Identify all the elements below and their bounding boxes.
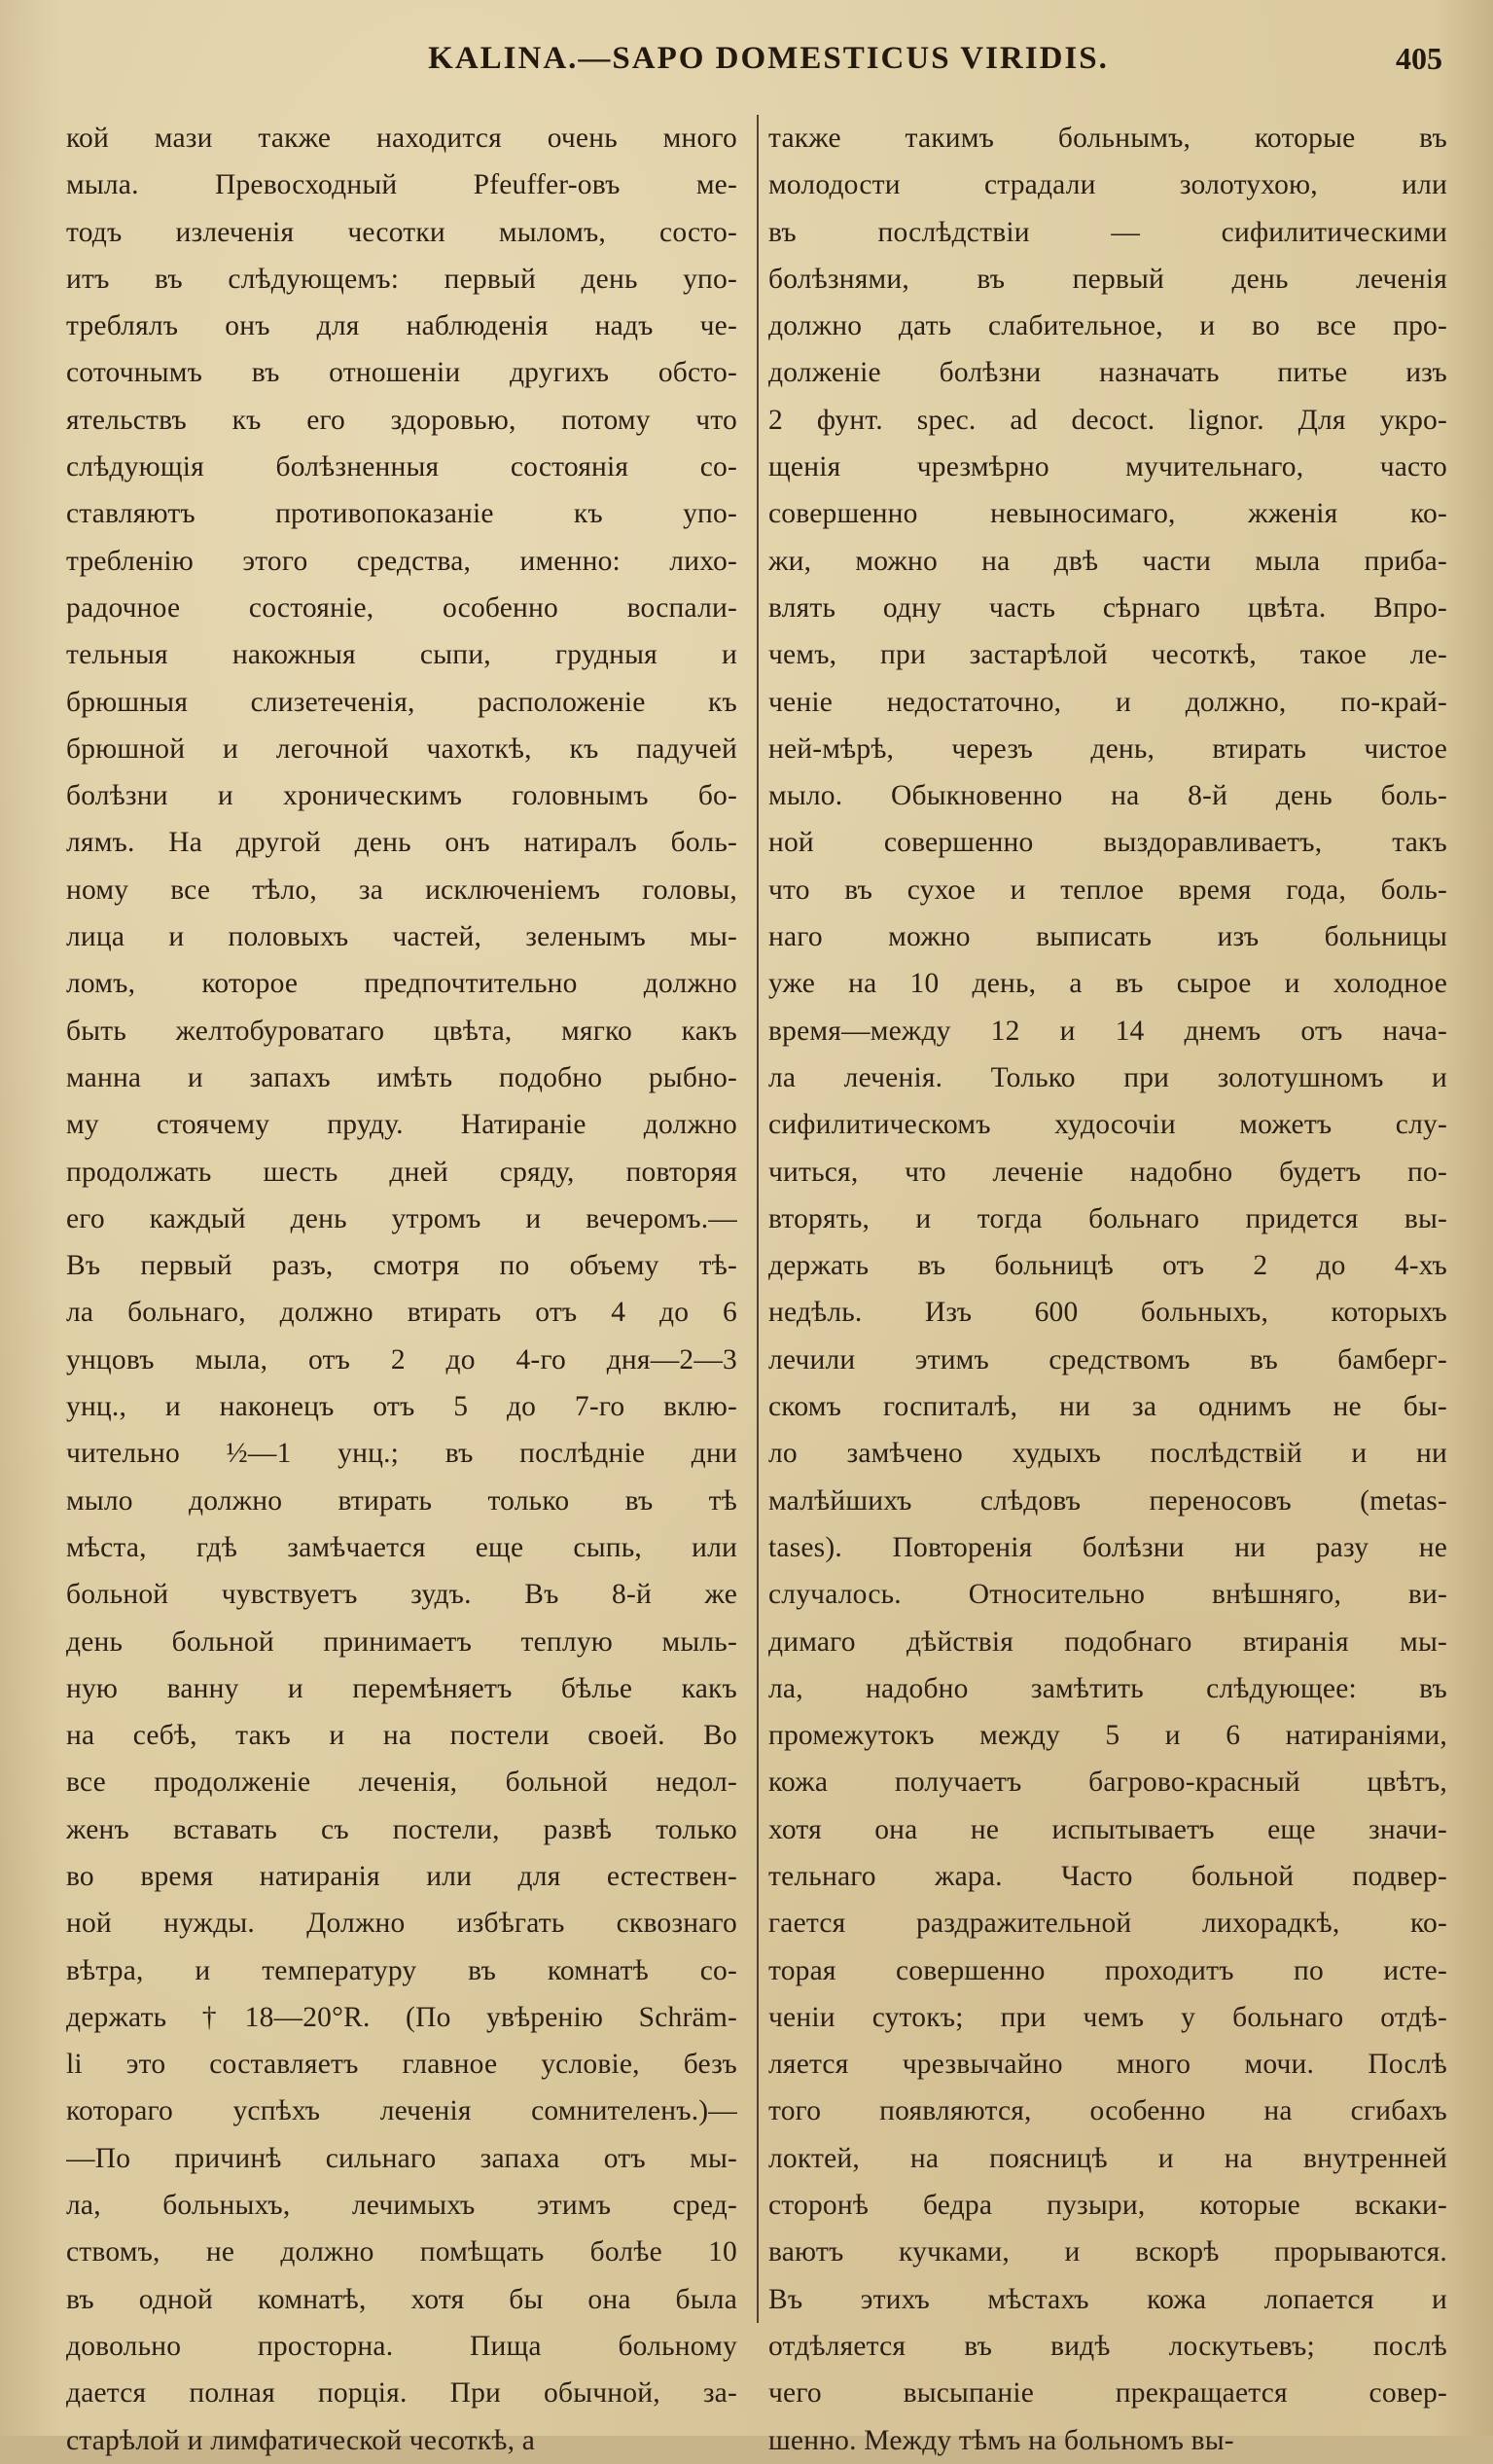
text-line: чего высыпаніе прекращается совер- [768,2377,1447,2410]
text-line: мыло должно втирать только въ тѣ [66,1484,737,1517]
text-line: tases). Повторенія болѣзни ни разу не [768,1531,1447,1563]
text-column-right [768,115,1447,2464]
column-divider [757,115,759,2323]
text-line: ляется чрезвычайно много мочи. Послѣ [768,2049,1447,2081]
text-line: чемъ, при застарѣлой чесоткѣ, такое ле- [768,639,1447,671]
text-line: торая совершенно проходитъ по исте- [768,1954,1447,1986]
text-line: ставляютъ противопоказаніе къ упо- [66,498,737,530]
text-line: ней-мѣрѣ, черезъ день, втирать чистое [768,732,1447,765]
text-line: день больной принимаетъ теплую мыль- [66,1625,737,1658]
text-line: мѣста, гдѣ замѣчается еще сыпь, или [66,1531,737,1563]
text-line: совершенно невыносимаго, жженія ко- [768,498,1447,530]
text-line: ломъ, которое предпочтительно должно [66,968,737,1000]
text-line: что въ сухое и теплое время года, боль- [768,874,1447,906]
text-line: шенно. Между тѣмъ на больномъ вы- [768,2424,1234,2456]
text-line: во время натиранія или для естествен- [66,1860,737,1892]
text-line: ной совершенно выздоравливаетъ, такъ [768,827,1447,859]
text-line: малѣйшихъ слѣдовъ переносовъ (metas- [768,1484,1447,1517]
text-line: му стоячему пруду. Натираніе должно [66,1109,737,1141]
text-line: держать въ больницѣ отъ 2 до 4-хъ [768,1250,1447,1282]
text-line: сифилитическомъ худосочіи можетъ слу- [768,1109,1447,1141]
text-line: довольно просторна. Пища больному [66,2330,737,2362]
text-line: ствомъ, не должно помѣщать болѣе 10 [66,2236,737,2268]
text-line: дается полная порція. При обычной, за- [66,2377,737,2410]
text-line: щенія чрезмѣрно мучительнаго, часто [768,451,1447,483]
text-line: ятельствъ къ его здоровью, потому что [66,404,737,436]
text-line: итъ въ слѣдующемъ: первый день упо- [66,263,737,295]
text-line: сторонѣ бедра пузыри, которые вскаки- [768,2190,1447,2222]
text-line: тельнаго жара. Часто больной подвер- [768,1860,1447,1892]
text-line: влять одну часть сѣрнаго цвѣта. Впро- [768,591,1447,624]
text-line: уже на 10 день, а въ сырое и холодное [768,968,1447,1000]
text-line: отдѣляется въ видѣ лоскутьевъ; послѣ [768,2330,1447,2362]
text-line: время—между 12 и 14 днемъ отъ нача- [768,1015,1447,1047]
text-line: брюшной и легочной чахоткѣ, къ падучей [66,732,737,765]
text-column-left [66,115,737,2464]
text-line: манна и запахъ имѣть подобно рыбно- [66,1061,737,1093]
text-line: —По причинѣ сильнаго запаха отъ мы- [66,2142,737,2174]
text-line: мыла. Превосходный Pfeuffer-овъ ме- [66,169,737,201]
text-line: молодости страдали золотухою, или [768,169,1447,201]
text-line: мыло. Обыкновенно на 8-й день боль- [768,780,1447,812]
text-line: недѣль. Изъ 600 больныхъ, которыхъ [768,1297,1447,1329]
text-line: унц., и наконецъ отъ 5 до 7-го вклю- [66,1391,737,1423]
text-line: лица и половыхъ частей, зеленымъ мы- [66,921,737,953]
text-line: все продолженіе леченія, больной недол- [66,1767,737,1799]
page-number: 405 [1396,41,1442,76]
text-line: въ одной комнатѣ, хотя бы она была [66,2283,737,2315]
text-line: ла, больныхъ, лечимыхъ этимъ сред- [66,2190,737,2222]
text-line: ла леченія. Только при золотушномъ и [768,1061,1447,1093]
text-line: кой мази также находится очень много [66,123,737,154]
text-line: ному все тѣло, за исключеніемъ головы, [66,874,737,906]
text-line: кожа получаетъ багрово-красный цвѣтъ, [768,1767,1447,1799]
text-line: его каждый день утромъ и вечеромъ.— [66,1202,737,1234]
text-line: женъ вставать съ постели, развѣ только [66,1813,737,1845]
text-line: ченіе недостаточно, и должно, по-край- [768,686,1447,718]
text-line: требленію этого средства, именно: лихо- [66,545,737,577]
text-line: болѣзни и хроническимъ головнымъ бо- [66,780,737,812]
text-line: быть желтобуроватаго цвѣта, мягко какъ [66,1015,737,1047]
text-line: держать †18—20°R. (По увѣренію Schräm- [66,2001,737,2033]
text-line: долженіе болѣзни назначать питье изъ [768,357,1447,389]
text-line: треблялъ онъ для наблюденія надъ че- [66,310,737,342]
text-line: ла больнаго, должно втирать отъ 4 до 6 [66,1297,737,1329]
text-line: того появляются, особенно на сгибахъ [768,2095,1447,2127]
text-line: также такимъ больнымъ, которые въ [768,123,1447,154]
text-line: должно дать слабительное, и во все про- [768,310,1447,342]
text-line: наго можно выписать изъ больницы [768,921,1447,953]
text-line: котораго успѣхъ леченія сомнителенъ.)— [66,2095,737,2127]
text-line: ную ванну и перемѣняетъ бѣлье какъ [66,1672,737,1704]
text-line: вѣтра, и температуру въ комнатѣ со- [66,1954,737,1986]
text-line: слѣдующія болѣзненныя состоянія со- [66,451,737,483]
text-line: li это составляетъ главное условіе, безъ [66,2049,737,2081]
text-line: ваютъ кучками, и вскорѣ прорываются. [768,2236,1447,2268]
text-line: локтей, на поясницѣ и на внутренней [768,2142,1447,2174]
text-line: соточнымъ въ отношеніи другихъ обсто- [66,357,737,389]
text-line: читься, что леченіе надобно будетъ по- [768,1156,1447,1188]
text-line: тельныя накожныя сыпи, грудныя и [66,639,737,671]
text-line: старѣлой и лимфатической чесоткѣ, а [66,2424,536,2456]
text-line: Въ первый разъ, смотря по объему тѣ- [66,1250,737,1282]
text-line: скомъ госпиталѣ, ни за однимъ не бы- [768,1391,1447,1423]
text-line: димаго дѣйствія подобнаго втиранія мы- [768,1625,1447,1658]
text-line: тодъ излеченія чесотки мыломъ, состо- [66,216,737,248]
text-line: унцовъ мыла, отъ 2 до 4-го дня—2—3 [66,1343,737,1375]
text-line: случалось. Относительно внѣшняго, ви- [768,1579,1447,1611]
text-line: въ послѣдствіи — сифилитическими [768,216,1447,248]
text-line: жи, можно на двѣ части мыла приба- [768,545,1447,577]
text-line: продолжать шесть дней сряду, повторяя [66,1156,737,1188]
text-line: промежутокъ между 5 и 6 натираніями, [768,1720,1447,1752]
text-line: лямъ. На другой день онъ натиралъ боль- [66,827,737,859]
running-head-title: KALINA.—SAPO DOMESTICUS VIRIDIS. [428,41,1109,76]
text-line: брюшныя слизетеченія, расположеніе къ [66,686,737,718]
text-line: ло замѣчено худыхъ послѣдствій и ни [768,1438,1447,1470]
text-line: хотя она не испытываетъ еще значи- [768,1813,1447,1845]
text-line: ла, надобно замѣтить слѣдующее: въ [768,1672,1447,1704]
text-line: ной нужды. Должно избѣгать сквознаго [66,1908,737,1940]
text-line: на себѣ, такъ и на постели своей. Во [66,1720,737,1752]
text-line: лечили этимъ средствомъ въ бамберг- [768,1343,1447,1375]
text-line: радочное состояніе, особенно воспали- [66,591,737,624]
text-line: болѣзнями, въ первый день леченія [768,263,1447,295]
text-line: гается раздражительной лихорадкѣ, ко- [768,1908,1447,1940]
text-line: чительно ½—1 унц.; въ послѣдніе дни [66,1438,737,1470]
text-line: больной чувствуетъ зудъ. Въ 8-й же [66,1579,737,1611]
text-line: ченіи сутокъ; при чемъ у больнаго отдѣ- [768,2001,1447,2033]
text-line: вторять, и тогда больнаго придется вы- [768,1202,1447,1234]
text-line: Въ этихъ мѣстахъ кожа лопается и [768,2283,1447,2315]
text-line: 2 фунт. spec. ad decoct. lignor. Для укро- [768,404,1447,436]
